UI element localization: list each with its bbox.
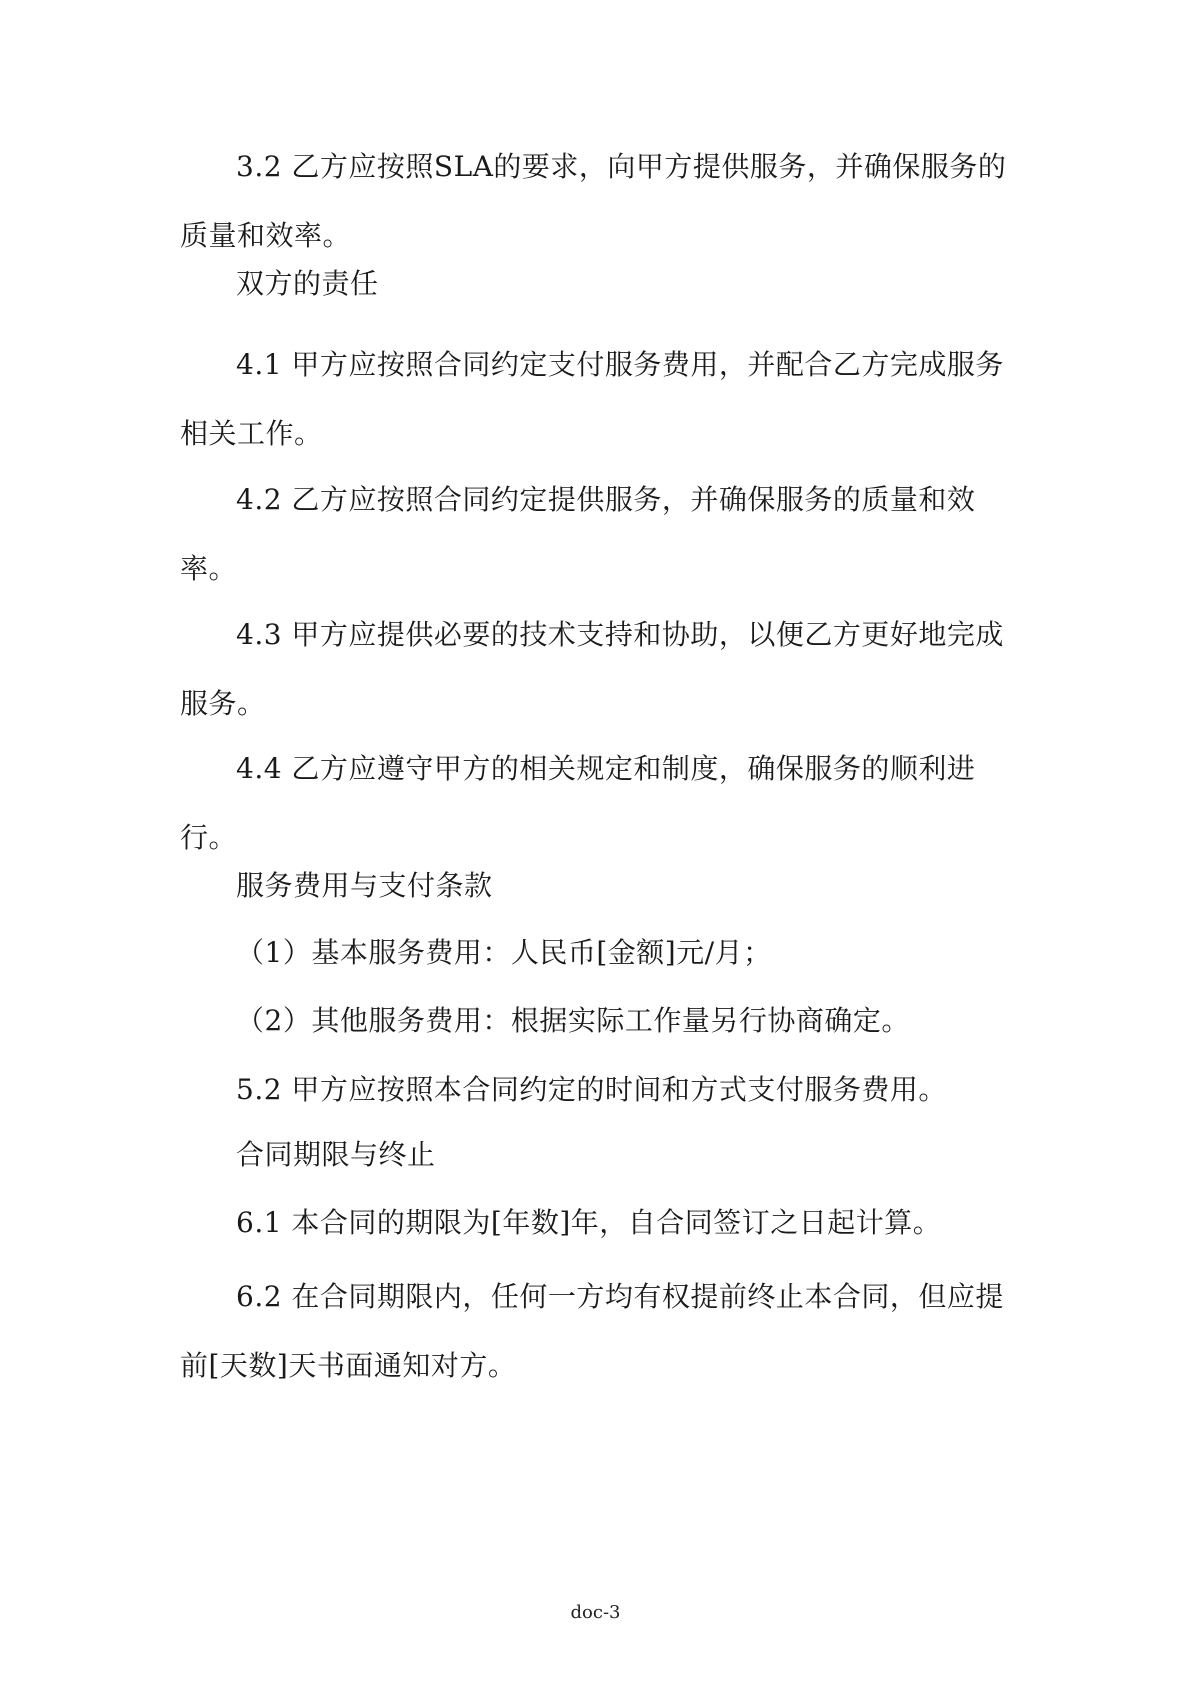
list-item-basic-fee: （1）基本服务费用：人民币[金额]元/月； [236,936,772,969]
paragraph-4-2: 4.2 乙方应按照合同约定提供服务，并确保服务的质量和效率。 [180,483,976,585]
heading-mutual-responsibilities: 双方的责任 [236,267,379,300]
paragraph-5-2: 5.2 甲方应按照本合同约定的时间和方式支付服务费用。 [236,1073,947,1106]
heading-term-and-termination: 合同期限与终止 [236,1138,436,1171]
page-footer: doc-3 [570,1602,621,1623]
paragraph-6-2: 6.2 在合同期限内，任何一方均有权提前终止本合同，但应提前[天数]天书面通知对方。 [180,1280,1004,1382]
paragraph-3-2: 3.2 乙方应按照SLA的要求，向甲方提供服务，并确保服务的质量和效率。 [180,150,1007,252]
list-item-other-fee: （2）其他服务费用：根据实际工作量另行协商确定。 [236,1004,910,1037]
paragraph-4-1: 4.1 甲方应按照合同约定支付服务费用，并配合乙方完成服务相关工作。 [180,348,1004,450]
heading-fees-and-payment: 服务费用与支付条款 [236,869,493,902]
paragraph-4-4: 4.4 乙方应遵守甲方的相关规定和制度，确保服务的顺利进行。 [180,752,976,854]
paragraph-4-3: 4.3 甲方应提供必要的技术支持和协助，以便乙方更好地完成服务。 [180,618,1004,720]
paragraph-6-1: 6.1 本合同的期限为[年数]年，自合同签订之日起计算。 [236,1206,942,1239]
